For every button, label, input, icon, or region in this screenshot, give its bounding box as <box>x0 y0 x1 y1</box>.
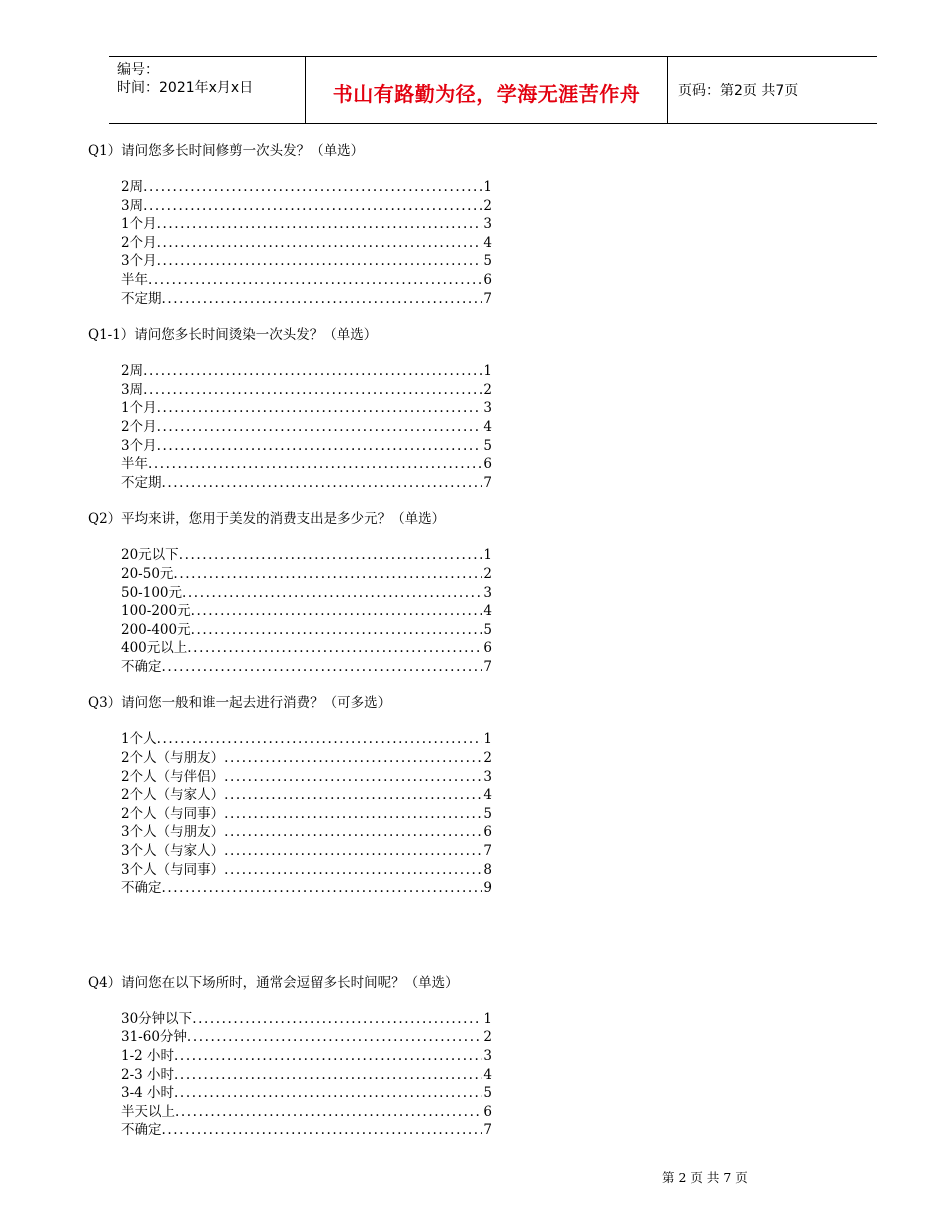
dot-leader <box>162 879 483 898</box>
option-code: 1 <box>483 731 492 748</box>
option-label: 2周 <box>121 179 144 195</box>
option-row <box>121 290 492 309</box>
option-label: 50-100元 <box>121 584 183 601</box>
option-code: 6 <box>483 640 492 657</box>
option-row <box>121 437 492 456</box>
option-label: 2-3 小时 <box>121 1066 175 1083</box>
option-label: 半年 <box>121 456 148 473</box>
question-block <box>88 142 608 308</box>
dot-leader <box>174 1066 482 1085</box>
dot-leader <box>162 290 483 309</box>
question-title: Q2）平均来讲，您用于美发的消费支出是多少元？（单选） <box>88 511 446 528</box>
option-label: 3周 <box>121 197 144 214</box>
option-row <box>121 621 492 640</box>
option-label: 不确定 <box>121 1122 162 1139</box>
option-code: 4 <box>483 603 492 620</box>
option-row <box>121 805 492 824</box>
option-label: 2个人（与家人） <box>121 787 225 804</box>
option-label: 2个人（与伴侣） <box>121 768 225 785</box>
option-code: 1 <box>483 547 492 564</box>
dot-leader <box>224 749 482 768</box>
option-row <box>121 749 492 768</box>
option-code: 6 <box>483 824 492 841</box>
option-list <box>121 1010 492 1140</box>
option-row <box>121 639 492 658</box>
option-row <box>121 730 492 749</box>
document-number-label: 编号： <box>117 62 159 78</box>
option-label: 3个人（与同事） <box>121 861 225 878</box>
dot-leader <box>162 1121 483 1140</box>
option-list <box>121 178 492 308</box>
option-label: 不确定 <box>121 658 162 675</box>
option-list <box>121 362 492 492</box>
option-code: 6 <box>483 1103 492 1120</box>
dot-leader <box>143 381 482 400</box>
dot-leader <box>191 621 483 640</box>
option-label: 30分钟以下 <box>121 1010 193 1027</box>
option-label: 3个月 <box>121 437 157 454</box>
option-code: 4 <box>483 787 492 804</box>
dot-leader <box>157 437 483 456</box>
option-row <box>121 474 492 493</box>
option-row <box>121 362 492 381</box>
dot-leader <box>143 197 482 216</box>
option-label: 不定期 <box>121 290 162 307</box>
dot-leader <box>224 823 482 842</box>
option-code: 5 <box>483 437 492 454</box>
option-code: 3 <box>483 1048 492 1064</box>
option-row <box>121 1028 492 1047</box>
option-code: 6 <box>483 271 492 288</box>
option-row <box>121 271 492 290</box>
option-code: 2 <box>483 381 492 398</box>
option-label: 2周 <box>121 363 144 380</box>
option-code: 4 <box>483 418 492 435</box>
question-block <box>88 974 608 1140</box>
option-code: 2 <box>483 1029 492 1046</box>
dot-leader <box>173 565 482 584</box>
option-label: 2个月 <box>121 418 157 435</box>
option-row <box>121 842 492 861</box>
option-code: 1 <box>483 179 492 195</box>
dot-leader <box>187 1028 482 1047</box>
option-row <box>121 197 492 216</box>
option-label: 400元以上 <box>121 640 188 657</box>
option-code: 3 <box>483 400 492 417</box>
option-label: 不定期 <box>121 474 162 491</box>
option-row <box>121 584 492 603</box>
option-row <box>121 879 492 898</box>
option-row <box>121 252 492 271</box>
dot-leader <box>157 730 483 749</box>
option-label: 不确定 <box>121 880 162 897</box>
dot-leader <box>191 602 483 621</box>
questionnaire-body <box>88 142 608 1158</box>
option-code: 4 <box>483 234 492 251</box>
option-code: 2 <box>483 565 492 582</box>
option-code: 5 <box>483 1085 492 1102</box>
option-code: 1 <box>483 1010 492 1027</box>
option-row <box>121 658 492 677</box>
dot-leader <box>157 399 483 418</box>
dot-leader <box>148 271 482 290</box>
option-code: 7 <box>483 843 492 860</box>
option-row <box>121 178 492 197</box>
dot-leader <box>174 1084 482 1103</box>
dot-leader <box>148 455 482 474</box>
option-row <box>121 215 492 234</box>
option-row <box>121 1084 492 1103</box>
option-label: 2个月 <box>121 234 157 251</box>
option-code: 3 <box>483 768 492 785</box>
option-row <box>121 565 492 584</box>
question-block <box>88 694 608 897</box>
option-code: 3 <box>483 584 492 601</box>
option-label: 2个人（与朋友） <box>121 750 225 767</box>
header-motto-cell <box>306 57 668 123</box>
option-row <box>121 399 492 418</box>
option-code: 7 <box>483 1122 492 1139</box>
option-label: 3个人（与朋友） <box>121 824 225 841</box>
dot-leader <box>157 215 483 234</box>
question-title: Q1-1）请问您多长时间烫染一次头发？（单选） <box>88 327 378 344</box>
option-code: 8 <box>483 861 492 878</box>
dot-leader <box>224 786 482 805</box>
option-code: 1 <box>483 363 492 380</box>
option-code: 6 <box>483 456 492 473</box>
option-code: 7 <box>483 658 492 675</box>
dot-leader <box>143 178 482 197</box>
dot-leader <box>192 1010 482 1029</box>
document-time-label: 时间：2021年x月x日 <box>117 80 254 96</box>
option-label: 3个月 <box>121 253 157 270</box>
option-code: 2 <box>483 197 492 214</box>
option-row <box>121 768 492 787</box>
option-label: 3周 <box>121 381 144 398</box>
question-title: Q3）请问您一般和谁一起去进行消费？（可多选） <box>88 695 392 712</box>
option-row <box>121 1066 492 1085</box>
option-row <box>121 1047 492 1066</box>
header-page-cell <box>668 57 877 123</box>
dot-leader <box>174 1047 482 1066</box>
option-label: 1个月 <box>121 216 157 233</box>
dot-leader <box>157 252 483 271</box>
dot-leader <box>224 805 482 824</box>
option-row <box>121 418 492 437</box>
dot-leader <box>224 842 482 861</box>
option-label: 20-50元 <box>121 565 174 582</box>
option-code: 7 <box>483 474 492 491</box>
dot-leader <box>175 1103 482 1122</box>
option-row <box>121 455 492 474</box>
option-label: 20元以下 <box>121 547 179 564</box>
dot-leader <box>157 234 483 253</box>
option-row <box>121 602 492 621</box>
option-label: 3个人（与家人） <box>121 843 225 860</box>
option-code: 2 <box>483 750 492 767</box>
header-motto: 书山有路勤为径，学海无涯苦作舟 <box>332 82 641 106</box>
dot-leader <box>162 658 483 677</box>
option-row <box>121 1103 492 1122</box>
question-block <box>88 510 608 676</box>
option-code: 4 <box>483 1066 492 1083</box>
option-label: 1个月 <box>121 400 157 417</box>
option-row <box>121 234 492 253</box>
option-row <box>121 1121 492 1140</box>
dot-leader <box>224 861 482 880</box>
option-label: 3-4 小时 <box>121 1085 175 1102</box>
dot-leader <box>187 639 482 658</box>
option-label: 半天以上 <box>121 1103 175 1120</box>
option-label: 1-2 小时 <box>121 1048 175 1064</box>
option-label: 1个人 <box>121 731 157 748</box>
dot-leader <box>143 362 482 381</box>
question-title: Q4）请问您在以下场所时，通常会逗留多长时间呢？（单选） <box>88 974 459 991</box>
option-code: 5 <box>483 805 492 822</box>
question-block <box>88 326 608 492</box>
option-row <box>121 546 492 565</box>
option-list <box>121 730 492 897</box>
header-page-number: 页码：第2页 共7页 <box>678 83 799 99</box>
option-row <box>121 861 492 880</box>
option-list <box>121 546 492 676</box>
option-label: 200-400元 <box>121 621 191 638</box>
option-label: 2个人（与同事） <box>121 805 225 822</box>
option-row <box>121 823 492 842</box>
option-code: 5 <box>483 253 492 270</box>
dot-leader <box>224 768 482 787</box>
option-code: 5 <box>483 621 492 638</box>
option-label: 半年 <box>121 271 148 288</box>
option-row <box>121 381 492 400</box>
option-code: 9 <box>483 880 492 897</box>
option-row <box>121 1010 492 1029</box>
dot-leader <box>157 418 483 437</box>
page-header <box>109 56 877 124</box>
header-info-cell <box>109 57 306 123</box>
dot-leader <box>182 584 482 603</box>
dot-leader <box>179 546 483 565</box>
option-label: 100-200元 <box>121 603 191 620</box>
option-label: 31-60分钟 <box>121 1029 187 1046</box>
dot-leader <box>162 474 483 493</box>
option-code: 3 <box>483 216 492 233</box>
spacer <box>88 916 608 974</box>
page-footer: 第 2 页 共 7 页 <box>662 1170 748 1185</box>
option-code: 7 <box>483 290 492 307</box>
option-row <box>121 786 492 805</box>
question-title: Q1）请问您多长时间修剪一次头发？（单选） <box>88 143 365 159</box>
